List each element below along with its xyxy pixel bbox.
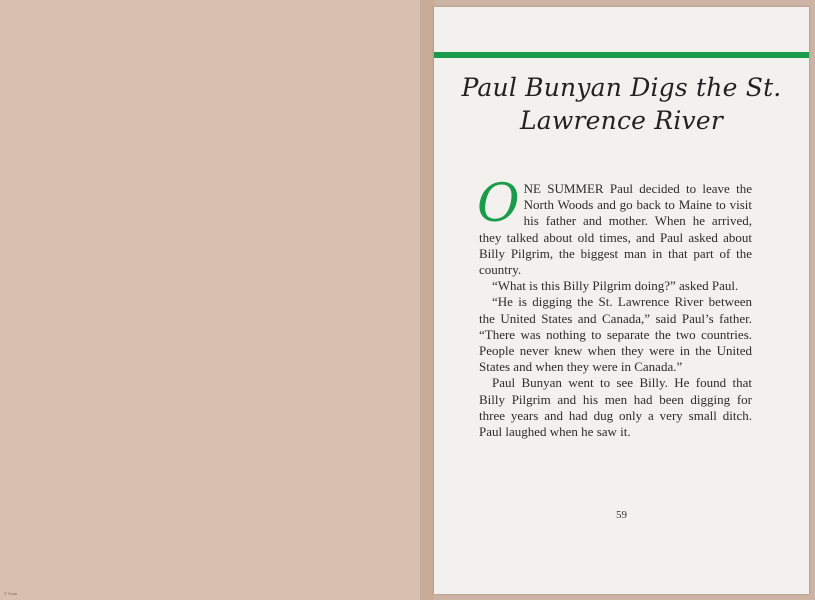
chapter-title-line-1: Paul Bunyan Digs the St.	[461, 73, 782, 102]
corner-mark: © Scan	[4, 591, 18, 596]
chapter-title	[454, 71, 789, 137]
paragraph-3: “He is digging the St. Lawrence River between the United States and Canada,” said Paul’s father. “There was nothing to separate the two countries. People never knew when they were in the United States and when they were in Canada.”	[479, 294, 752, 375]
book-spine-gap	[420, 0, 434, 600]
page-number: 59	[616, 509, 627, 521]
chapter-title-line-2: Lawrence River	[520, 106, 723, 135]
paragraph-1	[477, 174, 752, 278]
paragraph-2: “What is this Billy Pilgrim doing?” asked Paul.	[492, 278, 739, 294]
story-text	[477, 174, 752, 440]
paragraph-1-text: NE SUMMER Paul decided to leave the North Woods and go back to Maine to visit his father and mother. When he arrived, they talked about old times, and Paul asked about Billy Pilgrim, the biggest man in that part of the country.	[479, 181, 752, 278]
drop-cap: O	[477, 174, 520, 234]
paragraph-4: Paul Bunyan went to see Billy. He found that Billy Pilgrim and his men had been digging for three years and had dug only a very small ditch. Paul laughed when he saw it.	[479, 375, 752, 440]
right-page	[434, 7, 809, 594]
green-header-rule	[434, 52, 809, 58]
